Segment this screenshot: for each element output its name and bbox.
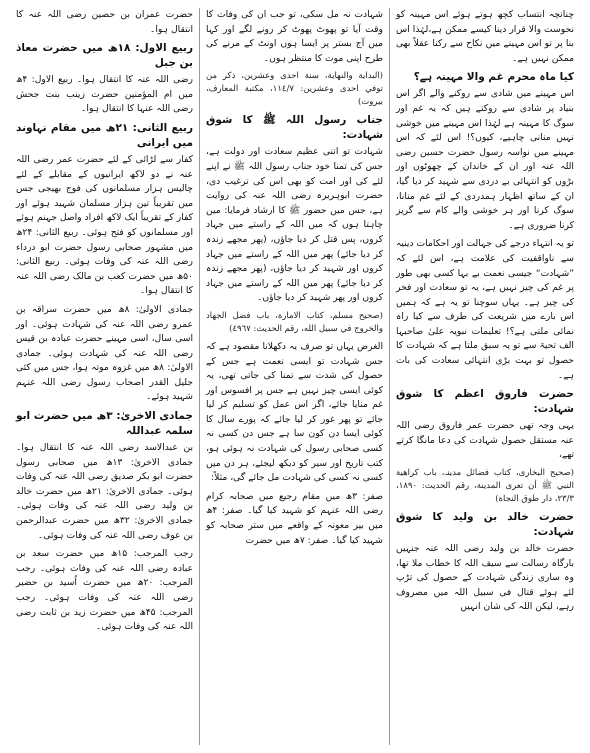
paragraph: الغرض یہاں تو صرف یہ دکھلانا مقصود ہے کہ جس شہادت تو ایسی نعمت ہے جس کے حصول کی شدت سے تمنا کی جاتی تھی، یہ کوئی ایسی چیز نہیں ہے جس پر افسوس اور غم منایا جائے، اگر اس عمل کو تسلیم کر لیا جائے تو پھر غور کر لیا جائے کہ پورے سال کا کوئی ایسا دن کون سا ہے جس دن کسی نہ کسی صحابی رسول کی شہادت نہ ہوئی ہو، کتب تاریخ اور سیر کو دیکھ لیجئے، ہر دن میں کسی نہ کسی کی شہادت مل جائے گی، مثلاً: <box>206 340 383 484</box>
section-heading: ربیع الاول: ۱۸ھ میں حضرت معاذ بن جبل <box>16 42 193 70</box>
paragraph: چنانچہ انتساب کچھ ہوتے ہوئے اس مہینہ کو نحوست والا قرار دینا کیسے ممکن ہے،لہٰذا اس بنا پر تو اس مہینے میں نکاح سے رکنا عقلاً بھی ممکن نہیں ہے۔ <box>396 9 574 64</box>
paragraph: تو یہ انتہاء درجے کی جہالت اور احکامات دینیہ سے ناواقفیت کی علامت ہے، اس لئے کہ ”شہادت“ جیسی نعمت بے بہا کسی بھی طور پر غم کی چیز نہیں ہے، یہ تو سعادت اور فخر کی چیز ہے۔ یہاں سوچنا تو یہ ہے کہ ہمیں اس بارے میں شریعت کی طرف سے کیا راہ نمائی ملتی ہے؟! تعلیمات نبویہ علیٰ صاحبہا الف تحیۃ سے تو یہ سبق ملتا ہے کہ شہادت کا حصول تو بہت بڑی انتہائی سعادت کی بات ہے۔ <box>396 238 574 381</box>
column-left <box>10 8 200 745</box>
section-heading: حضرت فاروق اعظم کا شوق شہادت: <box>396 388 574 416</box>
paragraph: شہادت تو اتنی عظیم سعادت اور دولت ہے، جس کی تمنا خود جناب رسول اللہ ﷺ نے اپنے لئے کی اور امت کو بھی اس کی ترغیب دی، حضرت ابوہریرہ رضی اللہ عنہ کی روایت ہے، جس میں حضور ﷺ کا ارشاد فرمایا: میں چاہتا ہوں کہ میں اللہ کے راستے میں جہاد کروں، پس قتل کر دیا جاؤں، (پھر مجھے زندہ کر دیا جائے) پھر میں اللہ کے راستے میں جہاد کروں اور شہید کر دیا جاؤں، (پھر مجھے زندہ کر دیا جائے) پھر میں اللہ کے راستے میں جہاد کروں اور پھر شہید کر دیا جاؤں۔ <box>206 146 383 304</box>
paragraph: حضرت خالد بن ولید رضی اللہ عنہ جنہیں بارگاہ رسالت سے سیف اللہ کا خطاب ملا تھا، وہ ساری زندگی شہادت کے حصول کی تڑپ لئے ہوئے قتال فی سبیل اللہ میں مصروف رہے، لیکن اللہ کی شان انہیں <box>396 543 574 613</box>
paragraph: بن عبدالاسد رضی اللہ عنہ کا انتقال ہوا۔ جمادی الاخریٰ: ۱۳ھ میں صحابی رسول حضرت ابو بکر صدیق رضی اللہ عنہ کی وفات ہوئی۔ جمادی الاخریٰ: ۲۱ھ میں حضرت خالد بن ولید رضی اللہ عنہ کی وفات ہوئی۔ جمادی الاخریٰ: ۳۲ھ میں حضرت عبدالرحمن بن عوف رضی اللہ عنہ کی وفات ہوئی۔ <box>16 442 193 541</box>
citation: (البداية والنهاية، سنة احدى وعشرين، ذكر من توفي احدى وعشرين: ١١٤/٧، مكتبة المعارف، بيروت) <box>206 71 383 108</box>
paragraph: رجب المرجب: ۱۵ھ میں حضرت سعد بن عبادہ رضی اللہ عنہ کی وفات ہوئی۔ رجب المرجب: ۲۰ھ میں حضرت اُسید بن حضیر رضی اللہ عنہ کی وفات ہوئی۔ رجب المرجب: ۴۵ھ میں حضرت زید بن ثابت رضی اللہ عنہ کی وفات ہوئی۔ <box>16 548 193 633</box>
paragraph: کفار سے لڑائی کے لئے حضرت عمر رضی اللہ عنہ نے دو لاکھ ایرانیوں کے مقابلے کے لئے چالیس ہزار مسلمانوں کی فوج بھیجی جس میں تقریباً تین ہزار مسلمان شہید ہوئے اور کفار کے تقریباً ایک لاکھ افراد واصل جہنم ہوئے اور مسلمانوں کو فتح ہوئی۔ ربیع الثانی: ۲۴ھ میں مشہور صحابی رسول حضرت ابو درداء رضی اللہ عنہ کی وفات ہوئی۔ ربیع الثانی: ۵۰ھ میں حضرت کعب بن مالک رضی اللہ عنہ کا انتقال ہوا۔ <box>16 153 193 297</box>
column-right <box>390 8 580 745</box>
citation: (صحیح مسلم، کتاب الامارة، باب فضل الجهاد والخروج في سبيل الله، رقم الحديث: ٤٩٦٧) <box>206 310 383 334</box>
paragraph: یہی وجہ تھی حضرت عمر فاروق رضی اللہ عنہ مستقل حصول شہادت کی دعا مانگا کرتے تھے، <box>396 420 574 461</box>
section-heading: جناب رسول اللہ ﷺ کا شوق شہادت: <box>206 114 383 142</box>
citation: (صحیح البخاری، کتاب فضائل مدینہ، باب کراهیة النبي ﷺ أن تعرى المدينة، رقم الحديث: ١٨٩٠، ٢٣/٣، دار طوق النجاة) <box>396 468 574 505</box>
paragraph: اس مہینے میں شادی سے روکنے والے اگر اس بنیاد پر شادی سے روکتے ہیں کہ یہ غم اور سوگ کا مہینہ ہے لہٰذا اس مہینے میں خوشی نہیں منانی چاہیے، کیوں؟! اس لئے کہ اس مہینے میں نواسہ رسول حضرت حسین رضی اللہ عنہ اور ان کے خاندان کے چھوٹوں اور بڑوں کو انتہائی بے دردی سے شہید کر دیا گیا، ان کے ساتھ اظہار ہمدردی کے لئے غم منانا، سوگ کرنا اور ہر خوشی والے کام سے گریز کرنا ضروری ہے۔ <box>396 88 574 231</box>
paragraph: حضرت عمران بن حصین رضی اللہ عنہ کا انتقال ہوا۔ <box>16 9 193 35</box>
section-heading: جمادی الاخریٰ: ۳ھ میں حضرت ابو سلمہ عبداللہ <box>16 410 193 438</box>
column-middle <box>200 8 390 745</box>
paragraph: صفر: ۳ھ میں مقام رجیع میں صحابہ کرام رضی اللہ عنہم کو شہید کیا گیا۔ صفر: ۴ھ میں بیر معونہ کے واقعے میں ستر صحابہ کو شہید کیا گیا۔ صفر: ۷ھ میں حضرت <box>206 490 383 546</box>
section-heading: کیا ماہ محرم غم والا مہینہ ہے؟ <box>413 71 574 84</box>
paragraph: رضی اللہ عنہ کا انتقال ہوا۔ ربیع الاول: ۴ھ میں ام المؤمنین حضرت زینب بنت جحش رضی اللہ عنہا کا انتقال ہوا۔ <box>16 74 193 115</box>
section-heading: حضرت خالد بن ولید کا شوق شہادت: <box>396 511 574 539</box>
section-heading: ربیع الثانی: ۲۱ھ میں مقام نہاوند میں ایرانی <box>16 121 193 149</box>
paragraph: شہادت نہ مل سکی، تو جب ان کی وفات کا وقت آیا تو پھوٹ پھوٹ کر رونے لگے اور کہا میں آج بستر پر ایسا ہوں اونٹ کے مرنے کی طرح اپنی موت کا منتظر ہوں۔ <box>206 9 383 64</box>
paragraph: جمادی الاولیٰ: ۸ھ میں حضرت سراقہ بن عمرو رضی اللہ عنہ کی شہادت ہوئی۔ اور اسی سال، اسی مہینے حضرت عبادہ بن قیس رضی اللہ عنہ کی شہادت ہوئی۔ جمادی الاولیٰ: ۸ھ میں غزوہ موتہ ہوا، جس میں کئی جلیل القدر اصحاب رسول رضی اللہ عنہم شہید ہوئے۔ <box>16 303 194 403</box>
